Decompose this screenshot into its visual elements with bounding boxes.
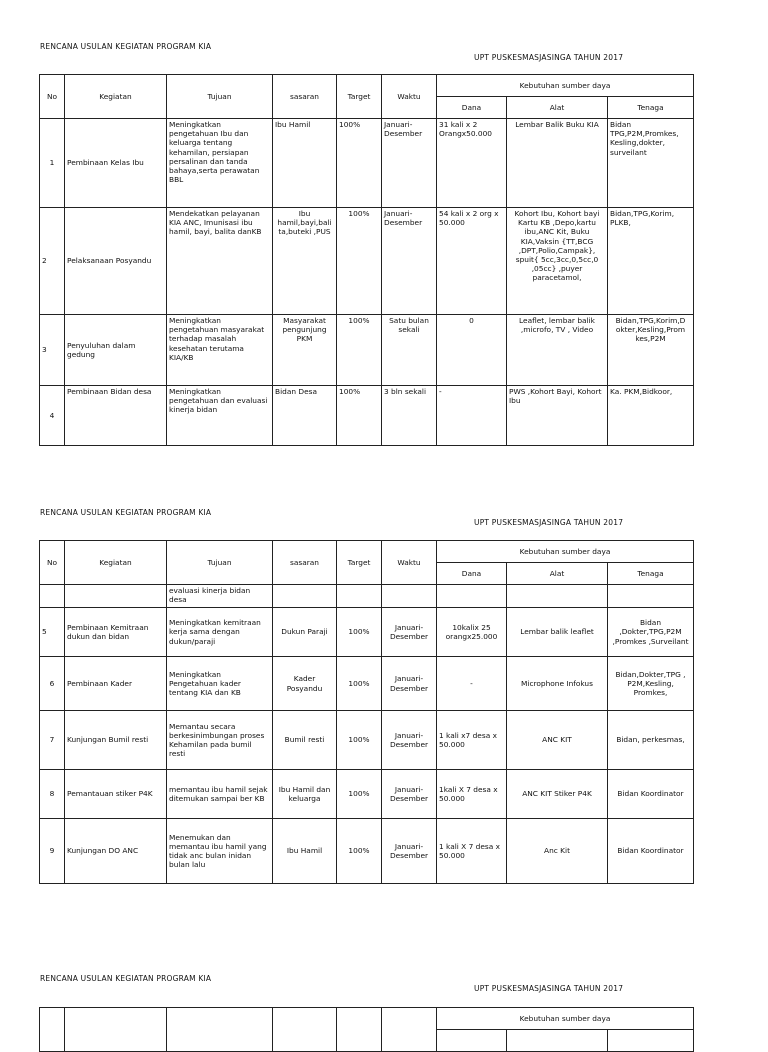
row-tujuan: Memantau secara berkesinimbungan proses Kehamilan pada bumil resti [167,711,273,770]
row-alat: ANC KIT Stiker P4K [507,770,608,819]
header-waktu: Waktu [382,541,437,585]
row-dana: 31 kali x 2 Orangx50.000 [437,119,507,208]
row-kegiatan [65,585,167,608]
row-target: 100% [337,386,382,446]
row-sasaran: Ibu Hamil [273,119,337,208]
row-waktu: Januari-Desember [382,819,437,884]
row-tenaga: Bidan Koordinator [608,819,694,884]
row-kegiatan: Pemantauan stiker P4K [65,770,167,819]
row-target: 100% [337,608,382,657]
row-tujuan: Menemukan dan memantau ibu hamil yang tidak anc bulan inidan bulan lalu [167,819,273,884]
header-tujuan: Tujuan [167,75,273,119]
table-header-row [40,541,694,563]
row-dana: - [437,386,507,446]
row-waktu: Januari-Desember [382,770,437,819]
row-tujuan: evaluasi kinerja bidan desa [167,585,273,608]
row-no: 3 [40,315,65,386]
row-kegiatan: Penyuluhan dalam gedung [65,315,167,386]
row-dana: 54 kali x 2 org x 50.000 [437,208,507,315]
row-sasaran: Ibu Hamil [273,819,337,884]
row-tenaga: Ka. PKM,Bidkoor, [608,386,694,446]
row-no [40,585,65,608]
row-tenaga: Bidan,TPG,Korim,D okter,Kesling,Prom kes,P2M [608,315,694,386]
header-target: Target [337,541,382,585]
row-alat: Lembar Balik Buku KIA [507,119,608,208]
row-sasaran: Bidan Desa [273,386,337,446]
table-row-continued [40,585,694,608]
header-target: Target [337,75,382,119]
header-no: No [40,541,65,585]
row-kegiatan: Pembinaan Kemitraan dukun dan bidan [65,608,167,657]
row-tenaga: Bidan,TPG,Korim, PLKB, [608,208,694,315]
row-alat: Anc Kit [507,819,608,884]
row-sasaran: Dukun Paraji [273,608,337,657]
row-dana: 0 [437,315,507,386]
row-target: 100% [337,657,382,711]
table-row [40,711,694,770]
row-dana: 1 kali x7 desa x 50.000 [437,711,507,770]
row-alat: Lembar balik leaflet [507,608,608,657]
header-dana: Dana [437,97,507,119]
row-waktu: Januari-Desember [382,657,437,711]
row-no: 2 [40,208,65,315]
row-alat: PWS ,Kohort Bayi, Kohort Ibu [507,386,608,446]
row-tenaga: Bidan Koordinator [608,770,694,819]
row-sasaran: Masyarakat pengunjung PKM [273,315,337,386]
table-header-row [40,75,694,97]
row-target: 100% [337,819,382,884]
document-title: RENCANA USULAN KEGIATAN PROGRAM KIA [40,508,212,517]
activity-table [39,540,694,884]
row-tujuan: Mendekatkan pelayanan KIA ANC, Imunisasi ibu hamil, bayi, balita danKB [167,208,273,315]
header-tenaga [608,1030,694,1052]
row-no: 4 [40,386,65,446]
activity-table [39,74,694,446]
row-tujuan: Meningkatkan Pengetahuan kader tentang KIA dan KB [167,657,273,711]
row-target: 100% [337,208,382,315]
row-alat: Kohort Ibu, Kohort bayi Kartu KB ,Depo,kartu ibu,ANC Kit, Buku KIA,Vaksin {TT,BCG ,DPT,Polio,Campak}, spuit{ 5cc,3cc,0,5cc,0 ,05cc} ,puyer paracetamol, [507,208,608,315]
row-tujuan: Meningkatkan pengetahuan Ibu dan keluarga tentang kehamilan, persiapan persalinan dan tanda bahaya,serta perawatan BBL [167,119,273,208]
row-dana: - [437,657,507,711]
header-dana: Dana [437,563,507,585]
row-target [337,585,382,608]
row-kegiatan: Kunjungan Bumil resti [65,711,167,770]
row-kegiatan: Kunjungan DO ANC [65,819,167,884]
row-waktu: Januari-Desember [382,711,437,770]
header-kebutuhan: Kebutuhan sumber daya [437,1008,694,1030]
row-waktu: Januari-Desember [382,119,437,208]
row-tenaga: Bidan ,Dokter,TPG,P2M ,Promkes ,Surveilant [608,608,694,657]
header-kebutuhan: Kebutuhan sumber daya [437,541,694,563]
header-sasaran: sasaran [273,541,337,585]
header-alat: Alat [507,97,608,119]
header-kebutuhan: Kebutuhan sumber daya [437,75,694,97]
row-sasaran: Ibu hamil,bayi,bali ta,buteki ,PUS [273,208,337,315]
row-no: 6 [40,657,65,711]
row-alat: Leaflet, lembar balik ,microfo, TV , Video [507,315,608,386]
row-dana [437,585,507,608]
row-alat: Microphone Infokus [507,657,608,711]
header-no [40,1008,65,1052]
row-kegiatan: Pembinaan Kelas Ibu [65,119,167,208]
row-target: 100% [337,711,382,770]
table-row [40,819,694,884]
row-alat: ANC KIT [507,711,608,770]
row-tujuan: Meningkatkan pengetahuan dan evaluasi kinerja bidan [167,386,273,446]
document-organization: UPT PUSKESMASJASINGA TAHUN 2017 [474,984,624,993]
row-waktu: 3 bln sekali [382,386,437,446]
row-tujuan: memantau ibu hamil sejak ditemukan sampai ber KB [167,770,273,819]
header-kegiatan: Kegiatan [65,75,167,119]
row-no: 8 [40,770,65,819]
header-dana [437,1030,507,1052]
header-tenaga: Tenaga [608,97,694,119]
row-waktu: Satu bulan sekali [382,315,437,386]
row-sasaran: Ibu Hamil dan keluarga [273,770,337,819]
page-1 [0,0,768,420]
header-no: No [40,75,65,119]
row-alat [507,585,608,608]
row-waktu: Januari-Desember [382,208,437,315]
row-no: 5 [40,608,65,657]
header-waktu: Waktu [382,75,437,119]
row-tenaga: Bidan,Dokter,TPG , P2M,Kesling, Promkes, [608,657,694,711]
header-tenaga: Tenaga [608,563,694,585]
table-row [40,608,694,657]
header-tujuan [167,1008,273,1052]
row-sasaran [273,585,337,608]
row-no: 9 [40,819,65,884]
document-organization: UPT PUSKESMASJASINGA TAHUN 2017 [474,53,624,62]
header-tujuan: Tujuan [167,541,273,585]
row-tenaga: Bidan, perkesmas, [608,711,694,770]
table-row [40,657,694,711]
row-tujuan: Meningkatkan kemitraan kerja sama dengan dukun/paraji [167,608,273,657]
row-dana: 1 kali X 7 desa x 50.000 [437,819,507,884]
page-3 [0,968,768,1024]
table-row [40,386,694,446]
header-alat: Alat [507,563,608,585]
header-target [337,1008,382,1052]
row-target: 100% [337,770,382,819]
header-alat [507,1030,608,1052]
header-kegiatan: Kegiatan [65,541,167,585]
row-kegiatan: Pelaksanaan Posyandu [65,208,167,315]
table-row [40,770,694,819]
row-tenaga [608,585,694,608]
row-target: 100% [337,315,382,386]
row-no: 1 [40,119,65,208]
row-sasaran: Kader Posyandu [273,657,337,711]
header-sasaran: sasaran [273,75,337,119]
row-tujuan: Meningkatkan pengetahuan masyarakat terhadap masalah kesehatan terutama KIA/KB [167,315,273,386]
row-waktu: Januari-Desember [382,608,437,657]
row-kegiatan: Pembinaan Bidan desa [65,386,167,446]
document-title: RENCANA USULAN KEGIATAN PROGRAM KIA [40,42,212,51]
row-dana: 1kali X 7 desa x 50.000 [437,770,507,819]
table-header-row [40,1008,694,1030]
row-waktu [382,585,437,608]
activity-table [39,1007,694,1052]
table-row [40,208,694,315]
page-2 [0,500,768,900]
header-kegiatan [65,1008,167,1052]
row-target: 100% [337,119,382,208]
row-dana: 10kalix 25 orangx25.000 [437,608,507,657]
row-kegiatan: Pembinaan Kader [65,657,167,711]
header-sasaran [273,1008,337,1052]
row-no: 7 [40,711,65,770]
row-tenaga: Bidan TPG,P2M,Promkes, Kesling,dokter, surveilant [608,119,694,208]
header-waktu [382,1008,437,1052]
table-row [40,119,694,208]
document-organization: UPT PUSKESMASJASINGA TAHUN 2017 [474,518,624,527]
document-title: RENCANA USULAN KEGIATAN PROGRAM KIA [40,974,212,983]
row-sasaran: Bumil resti [273,711,337,770]
table-row [40,315,694,386]
